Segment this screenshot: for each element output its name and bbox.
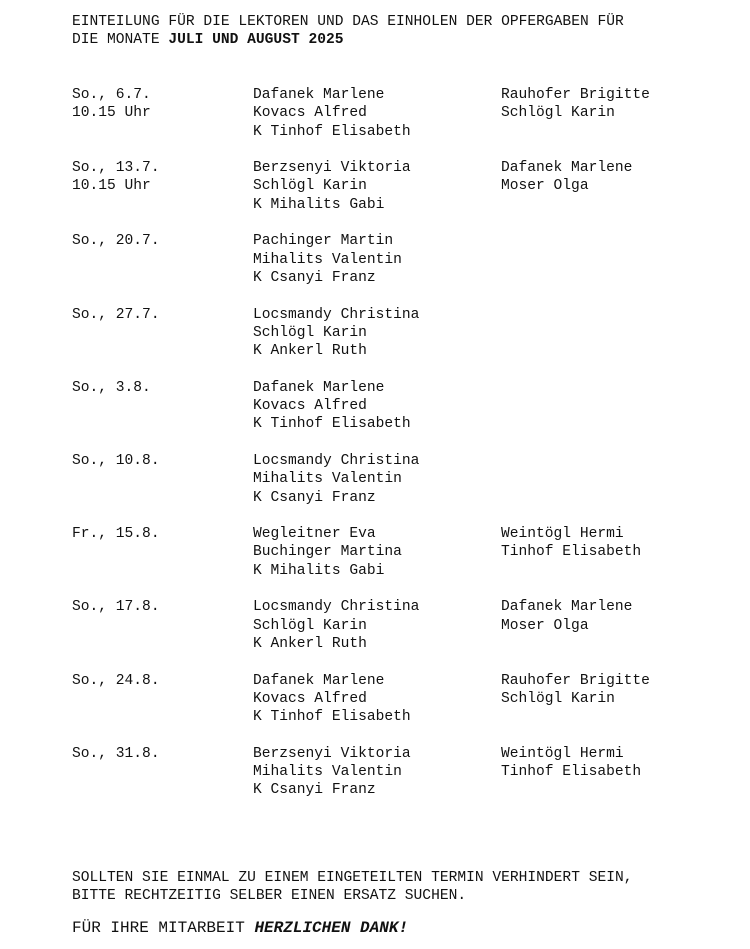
offering-collector-name: Rauhofer Brigitte <box>501 672 650 689</box>
offering-collector-name: Moser Olga <box>501 617 589 634</box>
thanks-line <box>72 918 408 938</box>
entry-date-column <box>72 745 160 763</box>
offering-collector-name: Tinhof Elisabeth <box>501 544 642 561</box>
entry-date: So., 13.7. <box>72 160 160 177</box>
entry-lectors-column <box>253 86 411 141</box>
lector-name: Dafanek Marlene <box>253 379 385 396</box>
offering-collector-name: Weintögl Hermi <box>501 526 624 543</box>
entry-lectors-column <box>253 306 419 361</box>
schedule-entry <box>0 598 750 671</box>
entry-date: So., 31.8. <box>72 745 160 762</box>
entry-lectors-column <box>253 379 411 434</box>
lector-name: Locsmandy Christina <box>253 452 420 469</box>
entry-offerings-column <box>501 525 641 562</box>
title-line-2-bold: JULI UND AUGUST 2025 <box>168 32 344 48</box>
schedule-entry <box>0 86 750 159</box>
entry-lectors-column <box>253 672 411 727</box>
lector-name: K Csanyi Franz <box>253 782 376 799</box>
lector-name: Kovacs Alfred <box>253 690 367 707</box>
entry-lectors-column <box>253 452 419 507</box>
lector-name: K Tinhof Elisabeth <box>253 709 411 726</box>
entry-date: So., 20.7. <box>72 233 160 250</box>
entry-date: So., 24.8. <box>72 672 160 689</box>
entry-date-column <box>72 159 160 196</box>
schedule-entry <box>0 525 750 598</box>
entry-date: So., 10.8. <box>72 452 160 469</box>
lector-name: Wegleitner Eva <box>253 526 376 543</box>
lector-name: Schlögl Karin <box>253 324 367 341</box>
lector-name: Dafanek Marlene <box>253 87 385 103</box>
title-line-2-prefix: DIE MONATE <box>72 32 169 48</box>
entry-date-column <box>72 232 160 250</box>
entry-time: 10.15 Uhr <box>72 105 151 122</box>
entry-offerings-column <box>501 598 632 635</box>
schedule-entry <box>0 745 750 818</box>
lector-name: Kovacs Alfred <box>253 398 367 415</box>
lector-name: Mihalits Valentin <box>253 763 402 780</box>
lector-name: Locsmandy Christina <box>253 306 420 323</box>
offering-collector-name: Dafanek Marlene <box>501 599 633 616</box>
entry-date-column <box>72 525 160 543</box>
lector-name: K Tinhof Elisabeth <box>253 416 411 433</box>
entry-lectors-column <box>253 525 402 580</box>
entry-date-column <box>72 452 160 470</box>
entry-lectors-column <box>253 745 411 800</box>
offering-collector-name: Schlögl Karin <box>501 105 615 122</box>
entry-time: 10.15 Uhr <box>72 178 151 195</box>
offering-collector-name: Moser Olga <box>501 178 589 195</box>
lector-name: Berzsenyi Viktoria <box>253 745 411 762</box>
thanks-bold: HERZLICHEN DANK! <box>254 919 409 937</box>
schedule-entry <box>0 306 750 379</box>
lector-name: Kovacs Alfred <box>253 105 367 122</box>
entry-date-column <box>72 86 151 123</box>
schedule-entry <box>0 672 750 745</box>
entry-date: So., 3.8. <box>72 379 151 396</box>
lector-name: Buchinger Martina <box>253 544 402 561</box>
entry-date-column <box>72 598 160 616</box>
offering-collector-name: Tinhof Elisabeth <box>501 763 642 780</box>
lector-name: K Ankerl Ruth <box>253 343 367 360</box>
offering-collector-name: Schlögl Karin <box>501 690 615 707</box>
offering-collector-name: Rauhofer Brigitte <box>501 87 650 103</box>
offering-collector-name: Weintögl Hermi <box>501 745 624 762</box>
lector-name: Berzsenyi Viktoria <box>253 160 411 177</box>
entry-offerings-column <box>501 86 650 123</box>
schedule-entry <box>0 159 750 232</box>
lector-name: K Ankerl Ruth <box>253 635 367 652</box>
lector-name: Locsmandy Christina <box>253 599 420 616</box>
entry-lectors-column <box>253 232 402 287</box>
entry-date-column <box>72 306 160 324</box>
offering-collector-name: Dafanek Marlene <box>501 160 633 177</box>
footer-notice <box>72 869 633 905</box>
entry-date-column <box>72 379 151 397</box>
schedule-entry <box>0 232 750 305</box>
entry-lectors-column <box>253 598 419 653</box>
schedule-entry <box>0 452 750 525</box>
lector-name: K Mihalits Gabi <box>253 562 385 579</box>
lector-name: K Csanyi Franz <box>253 269 376 286</box>
lector-name: Pachinger Martin <box>253 233 394 250</box>
entry-date: So., 27.7. <box>72 306 160 323</box>
schedule-entry <box>0 379 750 452</box>
lector-name: Dafanek Marlene <box>253 672 385 689</box>
entry-date-column <box>72 672 160 690</box>
lector-name: Mihalits Valentin <box>253 251 402 268</box>
lector-name: K Csanyi Franz <box>253 489 376 506</box>
page-title <box>72 13 624 49</box>
schedule-list <box>0 86 750 818</box>
lector-name: Mihalits Valentin <box>253 471 402 488</box>
entry-offerings-column <box>501 159 632 196</box>
footer-line-1: SOLLTEN SIE EINMAL ZU EINEM EINGETEILTEN TERMIN VERHINDERT SEIN, <box>72 870 633 886</box>
entry-date: So., 17.8. <box>72 599 160 616</box>
lector-name: K Tinhof Elisabeth <box>253 123 411 140</box>
lector-name: K Mihalits Gabi <box>253 196 385 213</box>
entry-offerings-column <box>501 745 641 782</box>
entry-date: Fr., 15.8. <box>72 526 160 543</box>
entry-offerings-column <box>501 672 650 709</box>
lector-name: Schlögl Karin <box>253 178 367 195</box>
title-line-1: EINTEILUNG FÜR DIE LEKTOREN UND DAS EINHOLEN DER OPFERGABEN FÜR <box>72 14 624 30</box>
thanks-prefix: FÜR IHRE MITARBEIT <box>72 919 255 937</box>
entry-date: So., 6.7. <box>72 87 151 103</box>
entry-lectors-column <box>253 159 411 214</box>
footer-line-2: BITTE RECHTZEITIG SELBER EINEN ERSATZ SUCHEN. <box>72 888 467 904</box>
lector-name: Schlögl Karin <box>253 617 367 634</box>
